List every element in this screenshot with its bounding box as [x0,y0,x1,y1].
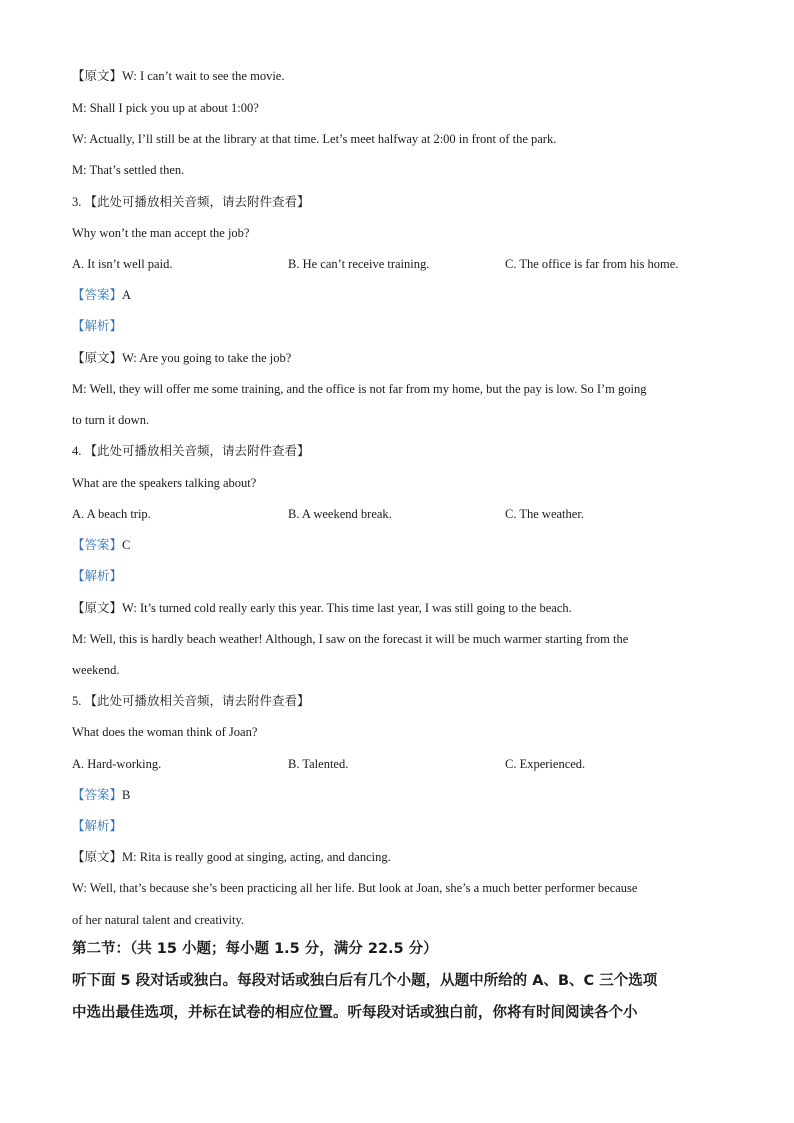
question-3-text: Why won’t the man accept the job? [72,226,250,240]
analysis-label: 【解析】 [72,818,123,833]
transcript-line: 【原文】W: I can’t wait to see the movie. [72,68,285,83]
transcript-line: W: Well, that’s because she’s been practicing all her life. But look at Joan, she’s a much better performer because [72,881,638,895]
question-5-header: 5. 【此处可播放相关音频，请去附件查看】 [72,693,310,708]
audio-note: 【此处可播放相关音频，请去附件查看】 [84,443,310,458]
transcript-line: W: Actually, I’ll still be at the library at that time. Let’s meet halfway at 2:00 in front of the park. [72,132,557,146]
answer-label: 【答案】 [72,787,123,802]
question-5-text: What does the woman think of Joan? [72,725,258,739]
answer-line [72,537,130,553]
option-a: A. A beach trip. [72,507,151,521]
section-instruction: 听下面 5 段对话或独白。每段对话或独白后有几个小题，从题中所给的 A、B、C 三个选项 [72,973,658,989]
transcript-line: of her natural talent and creativity. [72,913,245,927]
transcript-line: 【原文】M: Rita is really good at singing, acting, and dancing. [72,849,391,864]
answer-label: 【答案】 [72,537,123,552]
audio-note: 【此处可播放相关音频，请去附件查看】 [84,194,310,209]
answer-label: 【答案】 [72,287,123,302]
option-c: C. The weather. [505,507,584,521]
section-heading: 第二节：（共 15 小题；每小题 1.5 分，满分 22.5 分） [72,941,438,957]
transcript-line: M: Well, they will offer me some training, and the office is not far from my home, but the pay is low. So I’m going [72,382,647,396]
analysis-label: 【解析】 [72,318,123,333]
transcript-line: to turn it down. [72,413,150,427]
section-instruction: 中选出最佳选项，并标在试卷的相应位置。听每段对话或独白前，你将有时间阅读各个小 [72,1005,638,1021]
audio-note: 【此处可播放相关音频，请去附件查看】 [84,693,310,708]
question-3-header: 3. 【此处可播放相关音频，请去附件查看】 [72,194,310,209]
option-b: B. A weekend break. [288,507,392,521]
option-b: B. He can’t receive training. [288,257,430,271]
option-b: B. Talented. [288,757,349,771]
question-4-text: What are the speakers talking about? [72,476,257,490]
transcript-line: 【原文】W: It’s turned cold really early this year. This time last year, I was still going to the beach. [72,600,572,615]
analysis-label: 【解析】 [72,568,123,583]
answer-value: B [122,788,131,802]
option-a: A. Hard-working. [72,757,162,771]
transcript-line: 【原文】W: Are you going to take the job? [72,350,292,365]
answer-value: C [122,538,131,552]
transcript-line: M: Shall I pick you up at about 1:00? [72,101,259,115]
option-c: C. Experienced. [505,757,586,771]
answer-line [72,287,131,303]
option-a: A. It isn’t well paid. [72,257,173,271]
option-c: C. The office is far from his home. [505,257,679,271]
question-4-header: 4. 【此处可播放相关音频，请去附件查看】 [72,443,310,458]
transcript-line: M: That’s settled then. [72,163,185,177]
answer-line [72,787,130,803]
transcript-line: weekend. [72,663,120,677]
answer-value: A [122,288,132,302]
transcript-line: M: Well, this is hardly beach weather! Although, I saw on the forecast it will be much warmer starting from the [72,632,629,646]
